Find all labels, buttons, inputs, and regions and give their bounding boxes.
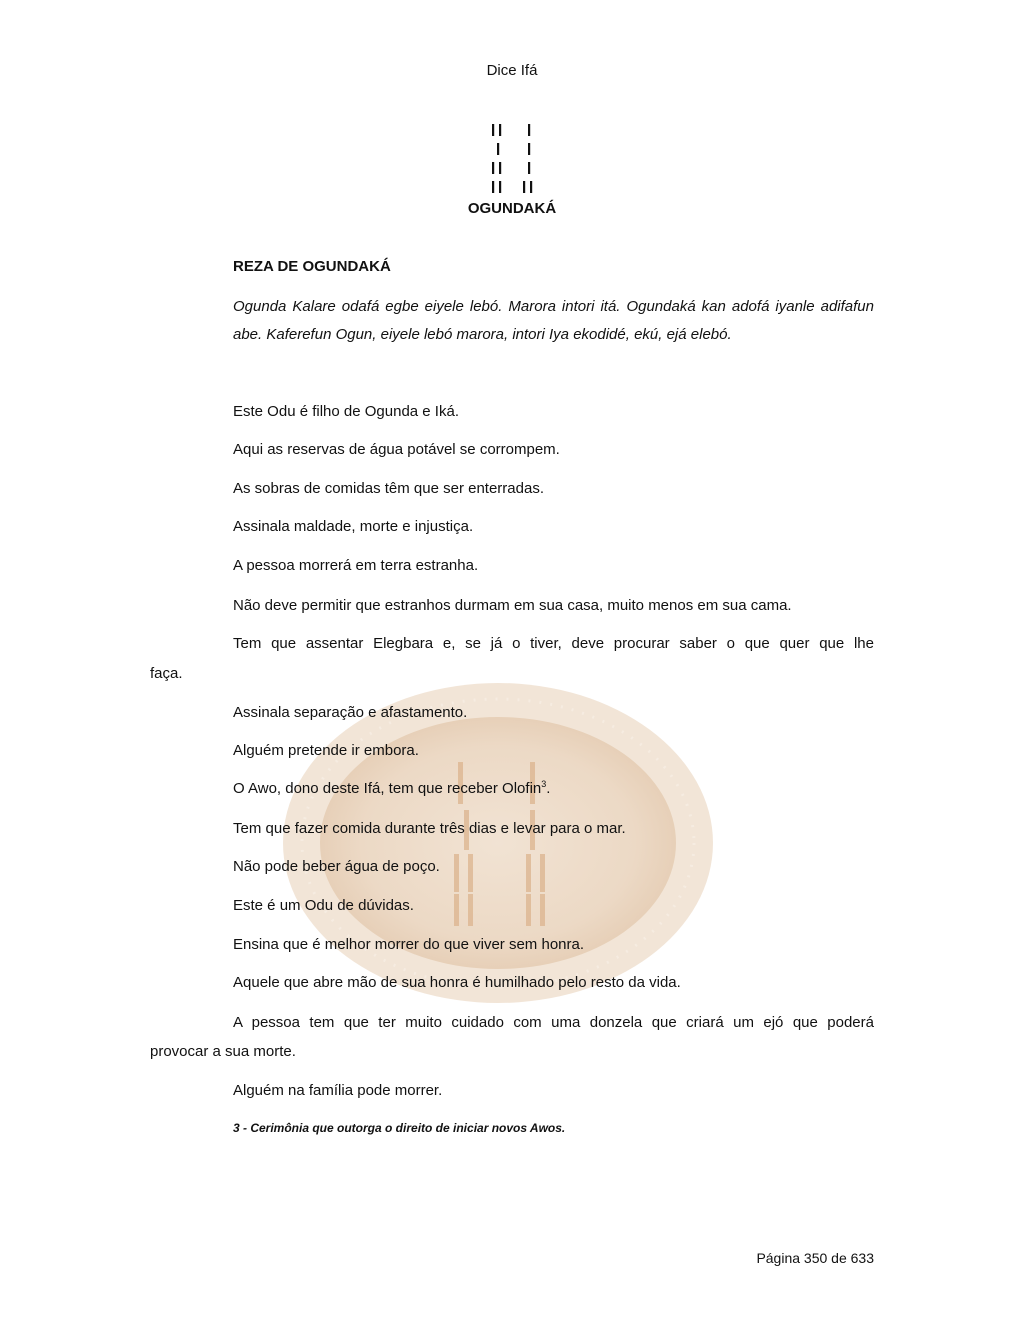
paragraph-line: Tem que assentar Elegbara e, se já o tiver, deve procurar saber o que quer que lhe bbox=[233, 635, 874, 652]
paragraph-line: A pessoa tem que ter muito cuidado com uma donzela que criará um ejó que poderá bbox=[233, 1014, 874, 1031]
paragraph: Este Odu é filho de Ogunda e Iká. bbox=[233, 403, 459, 420]
odu-mark bbox=[528, 162, 530, 174]
odu-mark bbox=[499, 124, 501, 136]
odu-mark bbox=[492, 124, 494, 136]
odu-sign-figure bbox=[487, 121, 547, 197]
paragraph: Ensina que é melhor morrer do que viver sem honra. bbox=[233, 936, 585, 953]
paragraph-line: provocar a sua morte. bbox=[150, 1043, 296, 1060]
paragraph: Não pode beber água de poço. bbox=[233, 858, 440, 875]
odu-mark bbox=[499, 162, 501, 174]
odu-mark bbox=[497, 143, 499, 155]
odu-mark bbox=[523, 181, 525, 193]
running-header: Dice Ifá bbox=[486, 62, 538, 79]
paragraph: Tem que fazer comida durante três dias e levar para o mar. bbox=[233, 820, 626, 837]
paragraph bbox=[233, 780, 550, 797]
paragraph: Alguém pretende ir embora. bbox=[233, 742, 419, 759]
paragraph: As sobras de comidas têm que ser enterradas. bbox=[233, 480, 544, 497]
paragraph-text: O Awo, dono deste Ifá, tem que receber Olofin bbox=[233, 780, 542, 797]
footnote: 3 - Cerimônia que outorga o direito de iniciar novos Awos. bbox=[233, 1121, 566, 1135]
paragraph: Aqui as reservas de água potável se corrompem. bbox=[233, 441, 560, 458]
paragraph: Aquele que abre mão de sua honra é humilhado pelo resto da vida. bbox=[233, 974, 681, 991]
paragraph: A pessoa morrerá em terra estranha. bbox=[233, 557, 479, 574]
paragraph-line: faça. bbox=[150, 665, 183, 682]
odu-mark bbox=[528, 143, 530, 155]
odu-mark bbox=[528, 124, 530, 136]
prayer-title: REZA DE OGUNDAKÁ bbox=[233, 258, 391, 275]
paragraph-end: . bbox=[546, 780, 551, 797]
paragraph: Assinala maldade, morte e injustiça. bbox=[233, 518, 474, 535]
odu-mark bbox=[492, 162, 494, 174]
paragraph: Alguém na família pode morrer. bbox=[233, 1082, 443, 1099]
paragraph: Assinala separação e afastamento. bbox=[233, 704, 468, 721]
odu-mark bbox=[530, 181, 532, 193]
odu-title: OGUNDAKÁ bbox=[467, 200, 557, 217]
odu-mark bbox=[499, 181, 501, 193]
paragraph: Não deve permitir que estranhos durmam em sua casa, muito menos em sua cama. bbox=[233, 597, 792, 614]
odu-mark bbox=[492, 181, 494, 193]
paragraph: Este é um Odu de dúvidas. bbox=[233, 897, 414, 914]
prayer-text: Ogunda Kalare odafá egbe eiyele lebó. Marora intori itá. Ogundaká kan adofá iyanle adifafun abe. Kaferefun Ogun, eiyele lebó marora, intori Iya ekodidé, ekú, ejá elebó. bbox=[233, 298, 874, 343]
page-number: Página 350 de 633 bbox=[756, 1250, 874, 1266]
footnote-reference[interactable]: 3 bbox=[541, 779, 547, 789]
